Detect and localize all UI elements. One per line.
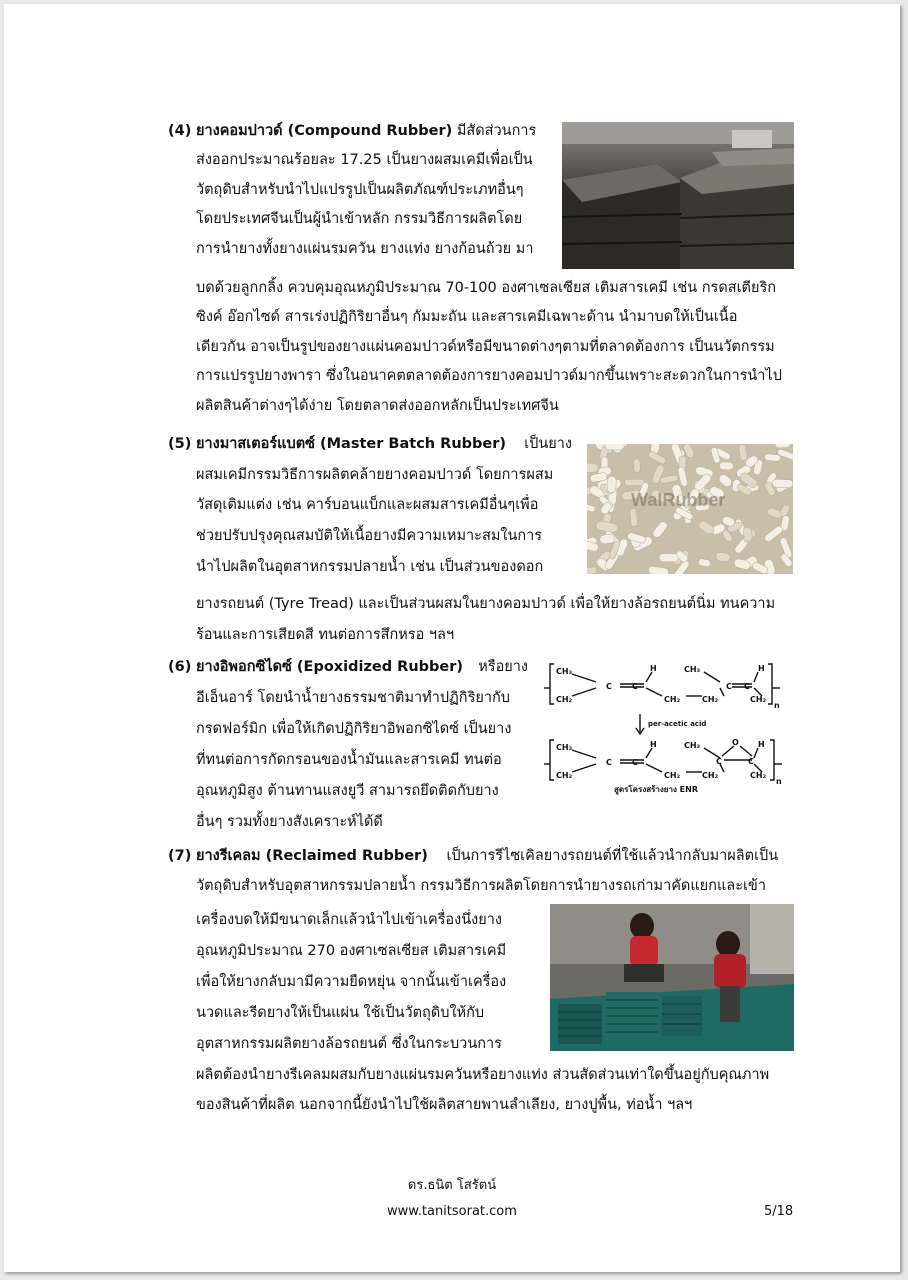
diagram-atom: CH₂ bbox=[664, 695, 681, 704]
diagram-caption: สูตรโครงสร้างยาง ENR bbox=[614, 785, 698, 794]
section-5-line: ผสมเคมีกรรมวิธีการผลิตคล้ายยางคอมปาวด์ โดยการผสม bbox=[196, 467, 554, 483]
section-6-line: อีเอ็นอาร์ โดยนำน้ำยางธรรมชาติมาทำปฏิกิริยากับ bbox=[196, 690, 510, 706]
diagram-atom: C bbox=[632, 758, 638, 767]
diagram-atom: H bbox=[758, 740, 765, 749]
section-5-line: วัสดุเติมแต่ง เช่น คาร์บอนแบ็กและผสมสารเคมีอื่นๆเพื่อ bbox=[196, 497, 539, 513]
enr-structure-diagram bbox=[544, 660, 798, 796]
diagram-atom: C bbox=[726, 682, 732, 691]
section-7-line: ผลิตต้องนำยางรีเคลมผสมกับยางแผ่นรมควันหรือยางแท่ง ส่วนสัดส่วนเท่าใดขึ้นอยู่กับคุณภาพ bbox=[196, 1067, 770, 1083]
section-4-line: การนำยางทั้งยางแผ่นรมควัน ยางแท่ง ยางก้อนถ้วย มา bbox=[196, 241, 534, 257]
diagram-atom: O bbox=[732, 738, 739, 747]
photo-watermark: WalRubber bbox=[631, 490, 726, 510]
diagram-atom: H bbox=[650, 664, 657, 673]
diagram-atom: CH₂ bbox=[750, 771, 767, 780]
section-6-line: อื่นๆ รวมทั้งยางสังเคราะห์ได้ดี bbox=[196, 814, 383, 830]
section-6-line: กรดฟอร์มิก เพื่อให้เกิดปฏิกิริยาอิพอกซิไดซ์ เป็นยาง bbox=[196, 721, 512, 737]
section-4-line: โดยประเทศจีนเป็นผู้นำเข้าหลัก กรรมวิธีการผลิตโดย bbox=[196, 211, 523, 227]
diagram-atom: CH₃ bbox=[556, 667, 573, 676]
section-4-title: ยางคอมปาวด์ (Compound Rubber) bbox=[196, 123, 453, 139]
section-5-line-1: เป็นยาง bbox=[524, 436, 572, 452]
section-4-line: เดียวกัน อาจเป็นรูปของยางแผ่นคอมปาวด์หรือมีขนาดต่างๆตามที่ตลาดต้องการ เป็นนวัตกรรม bbox=[196, 339, 775, 355]
section-6-line: อุณหภูมิสูง ต้านทานแสงยูวี สามารถยึดติดกับยาง bbox=[196, 783, 499, 799]
section-4-line: ผลิตสินค้าต่างๆได้ง่าย โดยตลาดส่งออกหลักเป็นประเทศจีน bbox=[196, 398, 559, 414]
section-5-line: ช่วยปรับปรุงคุณสมบัติให้เนื้อยางมีความเหมาะสมในการ bbox=[196, 528, 543, 544]
section-7-number: (7) bbox=[168, 848, 192, 864]
section-6-title: ยางอิพอกซิไดซ์ (Epoxidized Rubber) bbox=[196, 659, 464, 675]
section-6-line-1: หรือยาง bbox=[478, 659, 528, 675]
section-5-number: (5) bbox=[168, 436, 192, 452]
diagram-atom: CH₂ bbox=[556, 771, 573, 780]
section-4-number: (4) bbox=[168, 123, 192, 139]
section-6-number: (6) bbox=[168, 659, 192, 675]
diagram-reagent: per-acetic acid bbox=[648, 720, 707, 728]
section-5-line: นำไปผลิตในอุตสาหกรรมปลายน้ำ เช่น เป็นส่วนของดอก bbox=[196, 559, 544, 575]
reclaimed-rubber-workers-photo bbox=[550, 904, 794, 1051]
diagram-atom: n bbox=[776, 777, 782, 786]
section-4-line: การแปรรูปยางพารา ซึ่งในอนาคตตลาดต้องการยางคอมปาวด์มากขึ้นเพราะสะดวกในการนำไป bbox=[196, 368, 782, 384]
diagram-atom: C bbox=[606, 682, 612, 691]
footer-page-number: 5/18 bbox=[764, 1204, 794, 1219]
section-4-line: ซิงค์ อ๊อกไซด์ สารเร่งปฏิกิริยาอื่นๆ กัมมะถัน และสารเคมีเฉพาะด้าน นำมาบดให้เป็นเนื้อ bbox=[196, 309, 738, 325]
section-5-first-line bbox=[196, 430, 572, 460]
section-5-title: ยางมาสเตอร์แบตซ์ (Master Batch Rubber) bbox=[196, 436, 507, 452]
section-7-line-1: เป็นการรีไซเคิลยางรถยนต์ที่ใช้แล้วนำกลับมาผลิตเป็น bbox=[446, 848, 779, 864]
section-7-line: ของสินค้าที่ผลิต นอกจากนี้ยังนำไปใช้ผลิตสายพานลำเลียง, ยางปูพื้น, ท่อน้ำ ฯลฯ bbox=[196, 1097, 693, 1113]
section-7-line: เพื่อให้ยางกลับมามีความยืดหยุ่น จากนั้นเข้าเครื่อง bbox=[196, 974, 507, 990]
section-7-line: อุตสาหกรรมผลิตยางล้อรถยนต์ ซึ่งในกระบวนการ bbox=[196, 1036, 502, 1052]
section-5-line: ร้อนและการเสียดสี ทนต่อการสึกหรอ ฯลฯ bbox=[196, 627, 455, 643]
section-5-line: ยางรถยนต์ (Tyre Tread) และเป็นส่วนผสมในยางคอมปาวด์ เพื่อให้ยางล้อรถยนต์นิ่ม ทนความ bbox=[196, 596, 776, 612]
section-4-line: ส่งออกประมาณร้อยละ 17.25 เป็นยางผสมเคมีเพื่อเป็น bbox=[196, 152, 533, 168]
diagram-atom: C bbox=[748, 757, 754, 766]
section-7-first-line bbox=[196, 842, 778, 872]
diagram-atom: C bbox=[744, 682, 750, 691]
diagram-atom: CH₂ bbox=[556, 695, 573, 704]
section-6-line: ที่ทนต่อการกัดกรอนของน้ำมันและสารเคมี ทนต่อ bbox=[196, 752, 502, 768]
diagram-atom: CH₂ bbox=[702, 771, 719, 780]
footer-website[interactable]: www.tanitsorat.com bbox=[387, 1204, 517, 1219]
diagram-atom: C bbox=[606, 758, 612, 767]
section-7-line: อุณหภูมิประมาณ 270 องศาเซลเซียส เติมสารเคมี bbox=[196, 943, 507, 959]
section-7-line: เครื่องบดให้มีขนาดเล็กแล้วนำไปเข้าเครื่องนึ่งยาง bbox=[196, 912, 502, 928]
footer-author: ดร.ธนิต โสรัตน์ bbox=[407, 1178, 497, 1193]
compound-rubber-warehouse-photo bbox=[562, 122, 794, 269]
section-4-line: วัตถุดิบสำหรับนำไปแปรรูปเป็นผลิตภัณฑ์ประเภทอื่นๆ bbox=[196, 182, 524, 198]
diagram-atom: CH₂ bbox=[664, 771, 681, 780]
diagram-atom: CH₂ bbox=[750, 695, 767, 704]
section-7-title: ยางรีเคลม (Reclaimed Rubber) bbox=[196, 848, 428, 864]
section-4-line: บดด้วยลูกกลิ้ง ควบคุมอุณหภูมิประมาณ 70-100 องศาเซลเซียส เติมสารเคมี เช่น กรดสเตียริก bbox=[196, 280, 777, 296]
diagram-atom: C bbox=[716, 757, 722, 766]
diagram-atom: CH₂ bbox=[702, 695, 719, 704]
document-page bbox=[4, 4, 900, 1272]
master-batch-pellets-photo bbox=[587, 444, 793, 574]
section-4-first-line bbox=[196, 117, 536, 147]
section-7-line: วัตถุดิบสำหรับอุตสาหกรรมปลายน้ำ กรรมวิธีการผลิตโดยการนำยางรถเก่ามาคัดแยกและเข้า bbox=[196, 878, 766, 894]
section-6-first-line bbox=[196, 653, 528, 683]
diagram-atom: H bbox=[758, 664, 765, 673]
diagram-atom: C bbox=[632, 682, 638, 691]
diagram-atom: H bbox=[650, 740, 657, 749]
diagram-atom: CH₃ bbox=[556, 743, 573, 752]
diagram-atom: CH₃ bbox=[684, 665, 701, 674]
diagram-atom: CH₃ bbox=[684, 741, 701, 750]
diagram-atom: n bbox=[774, 701, 780, 710]
section-7-line: นวดและรีดยางให้เป็นแผ่น ใช้เป็นวัตถุดิบให้กับ bbox=[196, 1005, 485, 1021]
section-4-line-1: มีสัดส่วนการ bbox=[456, 123, 537, 139]
